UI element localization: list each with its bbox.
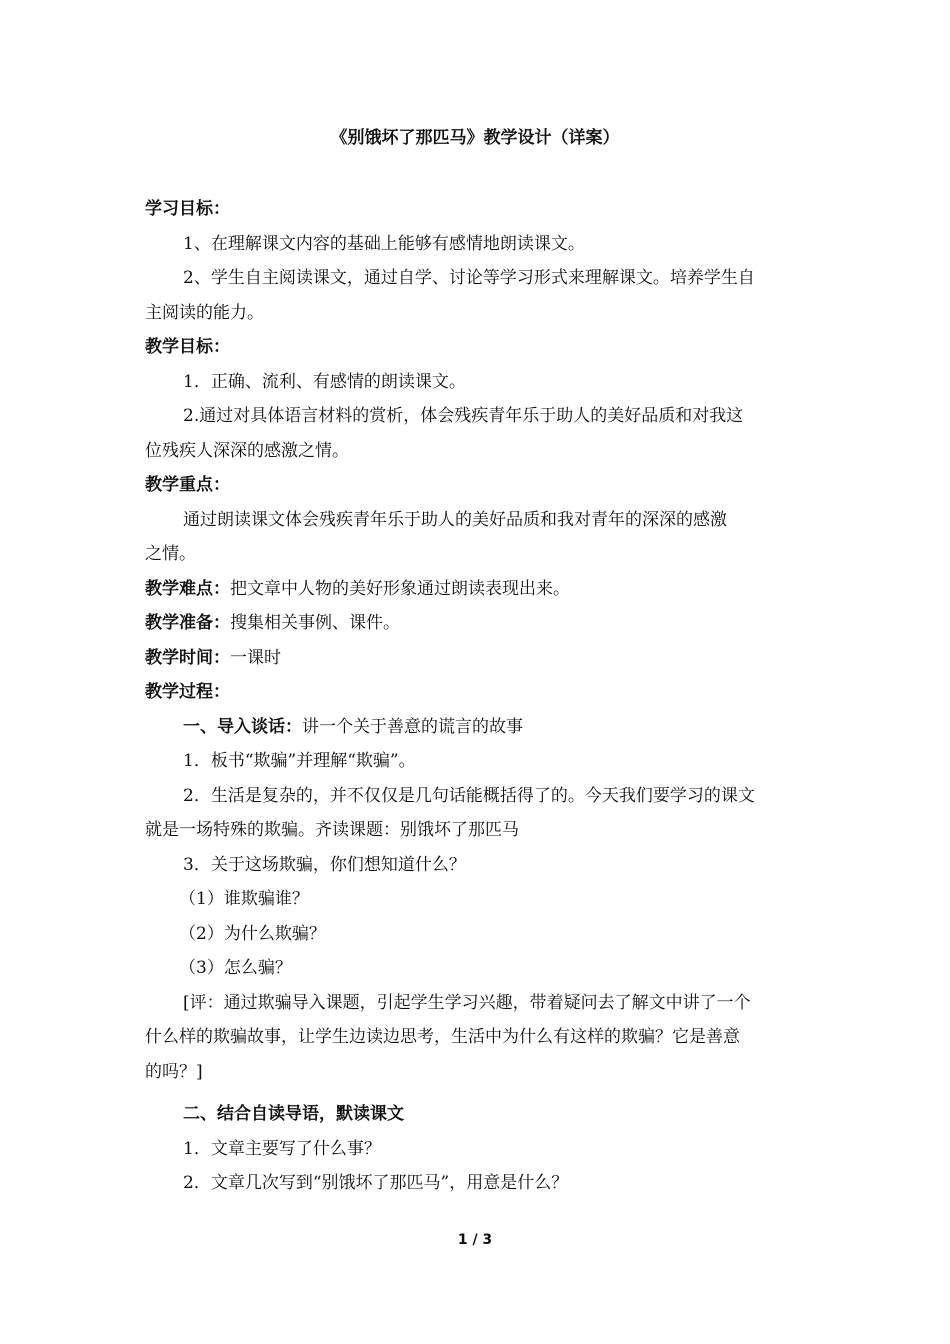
process-part2-heading: 二、结合自读导语，默读课文 xyxy=(183,1104,404,1124)
difficulty-row xyxy=(145,572,809,607)
time-label: 教学时间： xyxy=(145,647,230,668)
process-comment-line3: 的吗？] xyxy=(145,1061,203,1082)
process-question-2: （2）为什么欺骗？ xyxy=(179,923,326,944)
document-body xyxy=(145,192,809,1201)
learning-goal-1: 1、在理解课文内容的基础上能够有感情地朗读课文。 xyxy=(183,233,585,254)
key-points-line1: 通过朗读课文体会残疾青年乐于助人的美好品质和我对青年的深深的感激 xyxy=(183,509,727,530)
process-comment-line1: [评：通过欺骗导入课题，引起学生学习兴趣，带着疑问去了解文中讲了一个 xyxy=(183,992,751,1013)
process-comment-line2: 什么样的欺骗故事，让学生边读边思考，生活中为什么有这样的欺骗？它是善意 xyxy=(145,1027,740,1047)
difficulty-text: 把文章中人物的美好形象通过朗读表现出来。 xyxy=(230,578,570,599)
process-part1-row xyxy=(145,710,809,745)
process-question-3: （3）怎么骗？ xyxy=(179,958,292,978)
document-title: 《别饿坏了那匹马》教学设计（详案） xyxy=(330,128,620,148)
process-part2-item2: 2．文章几次写到“别饿坏了那匹马”，用意是什么？ xyxy=(183,1173,569,1193)
process-part1-item2-line1: 2．生活是复杂的，并不仅仅是几句话能概括得了的。今天我们要学习的课文 xyxy=(183,785,755,806)
learning-goal-2-line2: 主阅读的能力。 xyxy=(145,302,264,323)
learning-goal-2-line1: 2、学生自主阅读课文，通过自学、讨论等学习形式来理解课文。培养学生自 xyxy=(183,268,755,288)
section-spacer xyxy=(145,1089,809,1097)
teaching-goal-2-line2: 位残疾人深深的感激之情。 xyxy=(145,440,349,461)
process-part1-item1: 1．板书“欺骗”并理解“欺骗”。 xyxy=(183,751,416,771)
key-points-line2: 之情。 xyxy=(145,544,196,564)
preparation-text: 搜集相关事例、课件。 xyxy=(230,613,400,633)
process-part1-label: 一、导入谈话： xyxy=(183,716,302,737)
process-part1-item2-line2: 就是一场特殊的欺骗。齐读课题：别饿坏了那匹马 xyxy=(145,820,519,840)
time-text: 一课时 xyxy=(230,647,281,668)
process-part1-item3: 3．关于这场欺骗，你们想知道什么？ xyxy=(183,854,466,875)
teaching-goal-2-line1: 2.通过对具体语言材料的赏析，体会残疾青年乐于助人的美好品质和对我这 xyxy=(183,406,744,426)
teaching-goal-1: 1．正确、流利、有感情的朗读课文。 xyxy=(183,371,466,392)
teaching-goals-heading: 教学目标： xyxy=(145,337,230,357)
learning-goals-heading: 学习目标： xyxy=(145,199,230,219)
preparation-label: 教学准备： xyxy=(145,613,230,633)
process-part2-item1: 1．文章主要写了什么事？ xyxy=(183,1138,381,1159)
page-number: 1 / 3 xyxy=(457,1232,493,1248)
process-part1-text: 讲一个关于善意的谎言的故事 xyxy=(302,716,523,737)
preparation-row xyxy=(145,606,809,641)
process-heading: 教学过程： xyxy=(145,682,230,702)
difficulty-label: 教学难点： xyxy=(145,578,230,599)
time-row xyxy=(145,641,809,676)
process-question-1: （1）谁欺骗谁？ xyxy=(179,889,309,909)
key-points-heading: 教学重点： xyxy=(145,475,230,495)
